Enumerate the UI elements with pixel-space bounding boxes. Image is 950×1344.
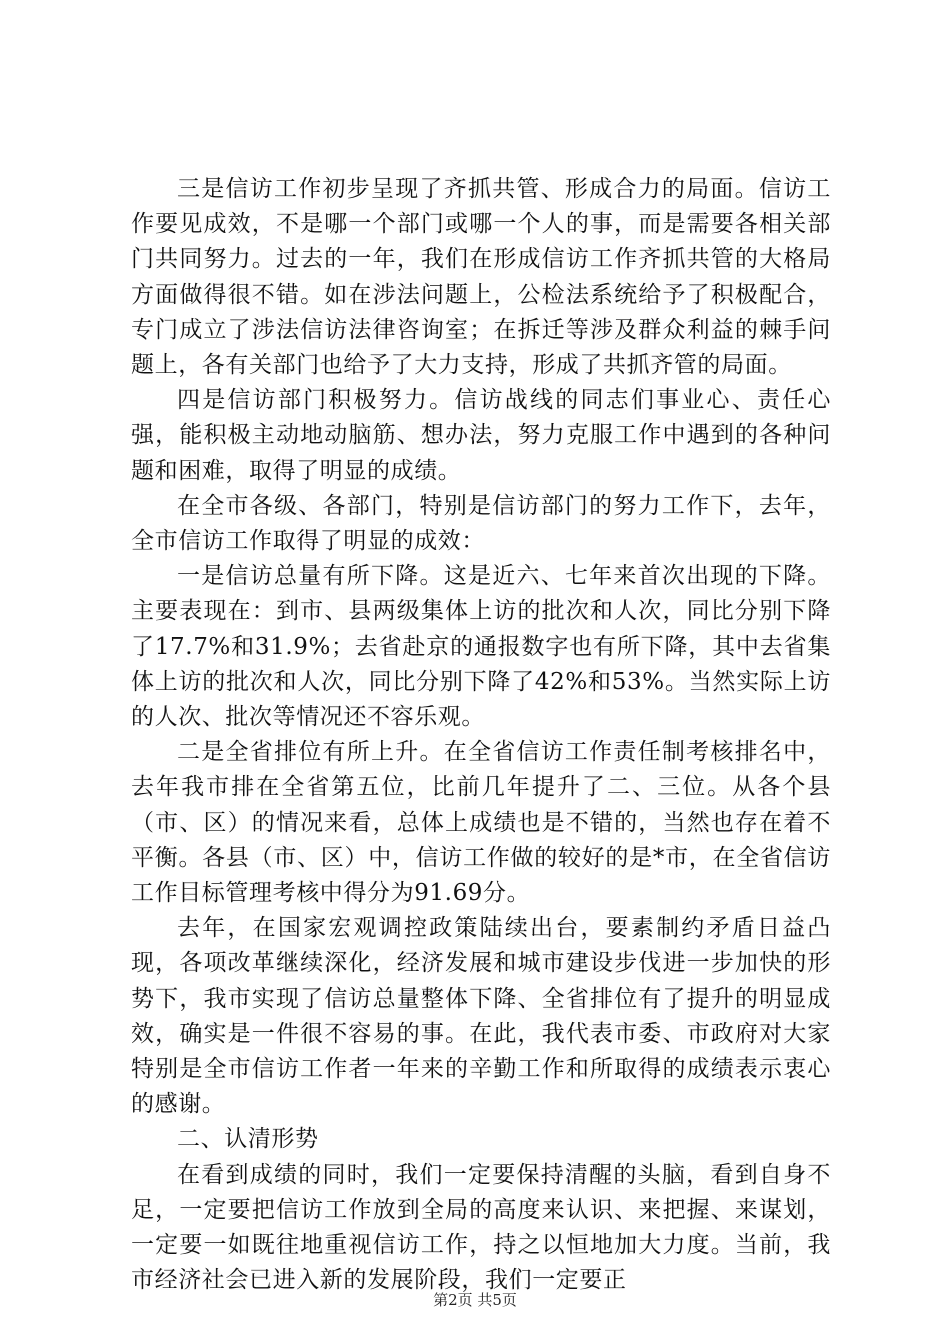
- paragraph-results-intro: 在全市各级、各部门，特别是信访部门的努力工作下，去年，全市信访工作取得了明显的成效：: [131, 492, 831, 555]
- paragraph-last-year: 去年，在国家宏观调控政策陆续出台，要素制约矛盾日益凸现，各项改革继续深化，经济发展和城市建设步伐进一步加快的形势下，我市实现了信访总量整体下降、全省排位有了提升的明显成效，确实是一件很不容易的事。在此，我代表市委、市政府对大家特别是全市信访工作者一年来的辛勤工作和所取得的成绩表示衷心的感谢。: [131, 915, 831, 1118]
- paragraph-result-one: 一是信访总量有所下降。这是近六、七年来首次出现的下降。主要表现在：到市、县两级集体上访的批次和人次，同比分别下降了17.7%和31.9%；去省赴京的通报数字也有所下降，其中去省集体上访的批次和人次，同比分别下降了42%和53%。当然实际上访的人次、批次等情况还不容乐观。: [131, 563, 831, 731]
- document-body: [131, 172, 831, 1299]
- section-heading: 二、认清形势: [177, 1126, 319, 1153]
- paragraph-result-two: 二是全省排位有所上升。在全省信访工作责任制考核排名中，去年我市排在全省第五位，比前几年提升了二、三位。从各个县（市、区）的情况来看，总体上成绩也是不错的，当然也存在着不平衡。各县（市、区）中，信访工作做的较好的是*市，在全省信访工作目标管理考核中得分为91.69分。: [131, 739, 831, 907]
- page-number-footer: 第2页 共5页: [433, 1291, 517, 1309]
- paragraph-situation: 在看到成绩的同时，我们一定要保持清醒的头脑，看到自身不足，一定要把信访工作放到全局的高度来认识、来把握、来谋划，一定要一如既往地重视信访工作，持之以恒地加大力度。当前，我市经济社会已进入新的发展阶段，我们一定要正: [131, 1161, 831, 1294]
- paragraph-point-three: 三是信访工作初步呈现了齐抓共管、形成合力的局面。信访工作要见成效，不是哪一个部门或哪一个人的事，而是需要各相关部门共同努力。过去的一年，我们在形成信访工作齐抓共管的大格局方面做得很不错。如在涉法问题上，公检法系统给予了积极配合，专门成立了涉法信访法律咨询室；在拆迁等涉及群众利益的棘手问题上，各有关部门也给予了大力支持，形成了共抓齐管的局面。: [131, 176, 831, 379]
- paragraph-point-four: 四是信访部门积极努力。信访战线的同志们事业心、责任心强，能积极主动地动脑筋、想办法，努力克服工作中遇到的各种问题和困难，取得了明显的成绩。: [131, 387, 831, 484]
